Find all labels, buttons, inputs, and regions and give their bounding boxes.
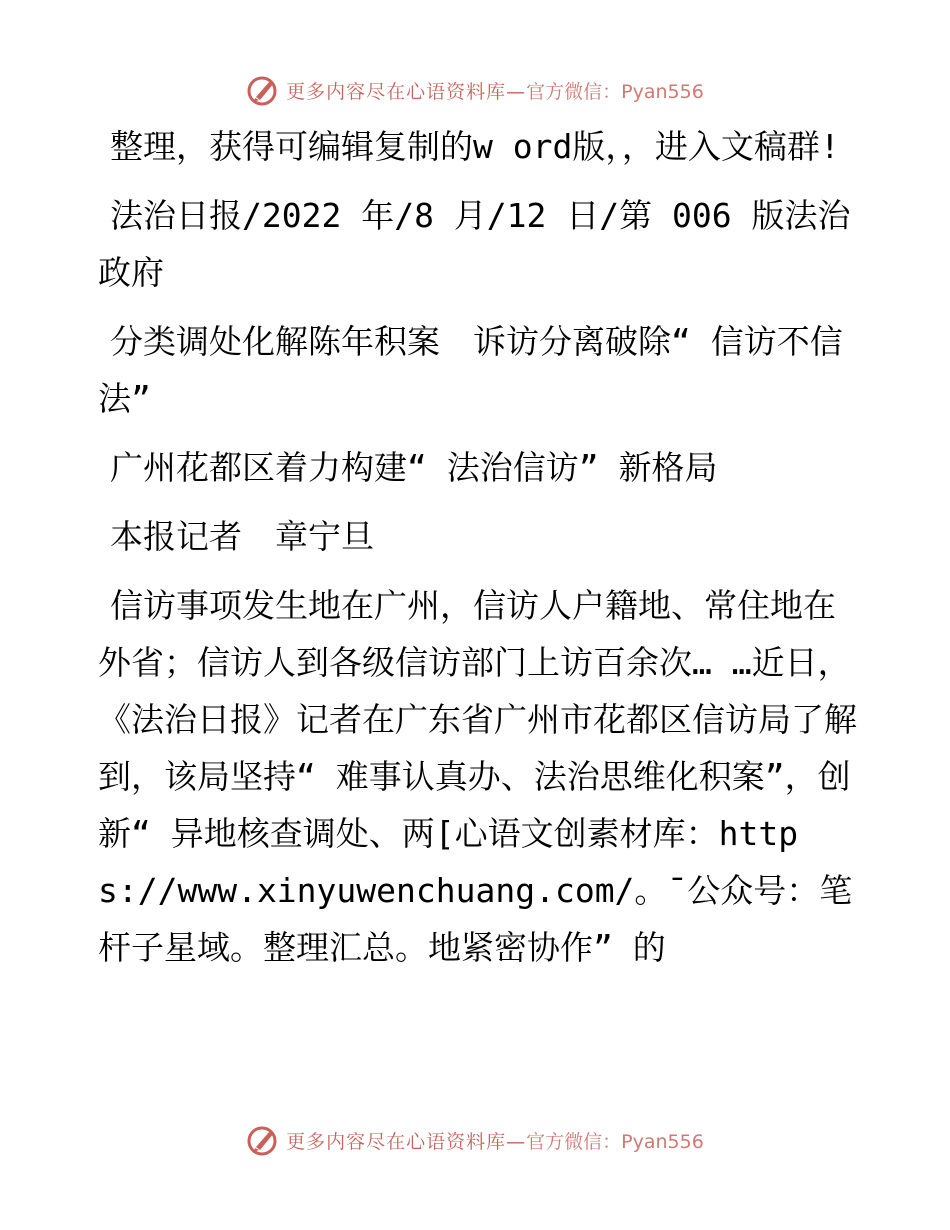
source-line: 法治日报/2022 年/8 月/12 日/第 006 版法治政府: [98, 196, 851, 292]
footer-banner: [0, 1120, 950, 1160]
intro-paragraph: 整理，获得可编辑复制的w ord版，，进入文稿群!: [110, 127, 840, 166]
pen-logo-icon: [246, 73, 280, 107]
article-title: 广州花都区着力构建“ 法治信访” 新格局: [110, 448, 718, 487]
header-banner: [0, 70, 950, 110]
article-subtitle: 分类调处化解陈年积案 诉访分离破除“ 信访不信法”: [98, 322, 843, 418]
banner-wechat: 官方微信：Pyan556: [526, 80, 704, 103]
banner-text: 更多内容尽在心语资料库—: [286, 80, 527, 103]
byline: 本报记者 章宁旦: [110, 517, 374, 556]
banner-wechat: 官方微信：Pyan556: [526, 1130, 704, 1153]
banner-text: 更多内容尽在心语资料库—: [286, 1130, 527, 1153]
article-body: 信访事项发生地在广州，信访人户籍地、常住地在外省；信访人到各级信访部门上访百余次… …近日， 《法治日报》记者在广东省广州市花都区信访局了解到，该局坚持“ 难事认真办、法治思维化积案”，创新“ 异地核查调处、两[心语文创素材库：https://www.xinyuwenchuang.com/。¯公众号：笔杆子星域。整理汇总。地紧密协作” 的: [98, 586, 868, 967]
pen-logo-icon: [246, 1123, 280, 1157]
document-content: [98, 118, 868, 976]
